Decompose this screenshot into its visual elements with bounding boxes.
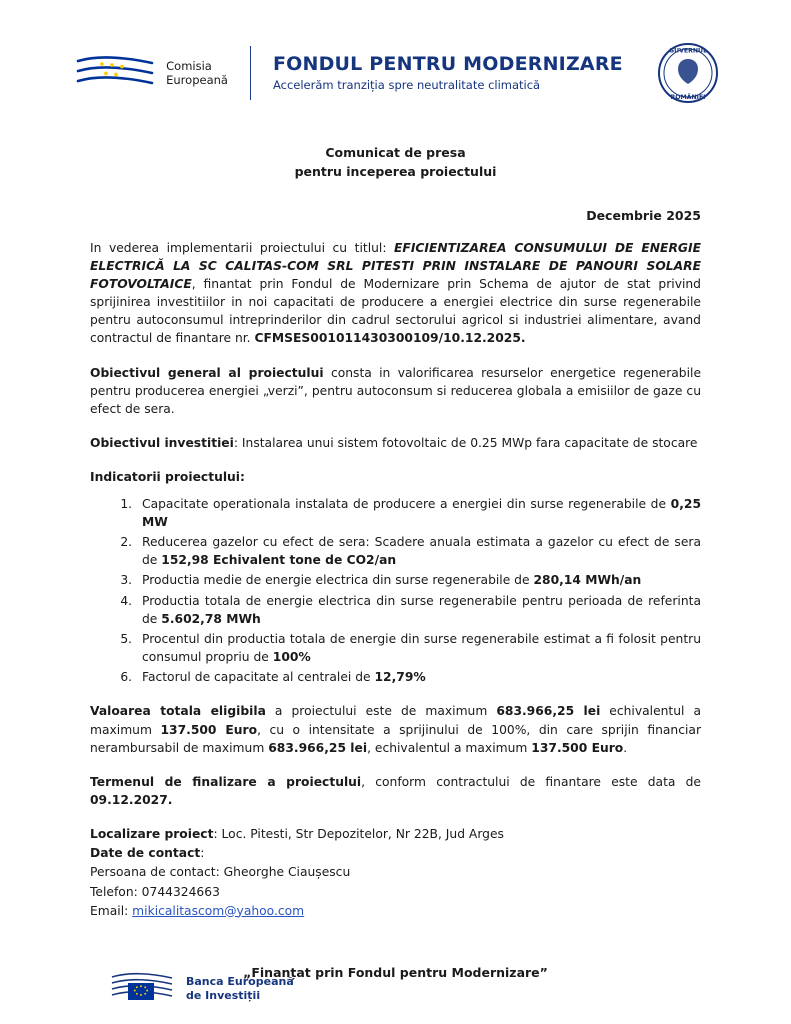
- page-title-line2: pentru inceperea proiectului: [294, 163, 497, 179]
- indicators-heading: Indicatorii proiectului:: [90, 470, 245, 485]
- deadline-paragraph: [90, 773, 701, 809]
- contact-colon: :: [200, 846, 205, 861]
- document-date: Decembrie 2025: [586, 207, 701, 223]
- svg-text:ROMÂNIEI: ROMÂNIEI: [670, 94, 706, 101]
- intro-lead: In vederea implementarii proiectului cu titlul:: [90, 240, 395, 255]
- indicator-value: 152,98 Echivalent tone de CO2/an: [161, 553, 397, 568]
- eu-flag-icon: [72, 51, 158, 95]
- romanian-government-seal-icon: [657, 42, 719, 104]
- indicator-text: Factorul de capacitate al centralei de: [142, 670, 375, 685]
- deadline-text: , conform contractului de finantare este data de: [361, 775, 701, 789]
- location-value: : Loc. Pitesti, Str Depozitelor, Nr 22B, Jud Arges: [213, 827, 504, 842]
- list-item: [136, 533, 701, 569]
- indicator-text: Procentul din productia totala de energie din surse regenerabile estimat a fi folosit pentru consumul propriu de: [142, 631, 701, 665]
- project-title: EFICIENTIZAREA CONSUMULUI DE ENERGIE ELECTRICĂ LA SC CALITAS-COM SRL PITESTI PRIN INSTALARE DE PANOURI SOLARE FOTOVOLTAICE: [90, 240, 701, 291]
- eu-label-line1: Comisia: [166, 58, 212, 73]
- fund-title: FONDUL PENTRU MODERNIZARE: [272, 52, 623, 75]
- contact-details-heading: [90, 844, 701, 863]
- contact-person: Persoana de contact: Gheorghe Ciaușescu: [90, 865, 351, 880]
- deadline-date: 09.12.2027.: [90, 793, 173, 808]
- objective-general-text: consta in valorificarea resurselor energetice regenerabile pentru producerea energiei „verzi”, pentru autoconsum si reducerea globala a emisiilor de gaze cu efect de sera.: [90, 365, 702, 416]
- indicator-text: Productia medie de energie electrica din surse regenerabile de: [142, 573, 534, 588]
- document-content: [0, 144, 791, 1009]
- european-commission-label: [166, 59, 228, 88]
- footer-note: „Finanțat prin Fondul pentru Modernizare”: [243, 965, 548, 980]
- fund-logo: [273, 54, 623, 93]
- email-link[interactable]: mikicalitascom@yahoo.com: [132, 903, 305, 918]
- intro-rest: , finantat prin Fondul de Modernizare prin Schema de ajutor de stat privind sprijinirea investitiilor in noi capacitati de producere a energiei electrice din surse regenerabile pentru autoconsumul intreprinderilor din cadrul sectorului agricol si industriei alimentare, avand contractul de finantare nr.: [90, 276, 701, 346]
- header-divider: [250, 46, 251, 100]
- contract-number: CFMSES001011430300109/10.12.2025.: [254, 331, 526, 346]
- value-label: Valoarea totala eligibila: [90, 704, 266, 719]
- indicator-text: Reducerea gazelor cu efect de sera: Scadere anuala estimata a gazelor cu efect de sera de: [142, 534, 701, 568]
- email-label: Email:: [90, 903, 133, 918]
- list-item: [136, 495, 701, 531]
- indicator-text: Productia totala de energie electrica din surse regenerabile pentru perioada de referinta de: [142, 593, 701, 626]
- indicator-text: Capacitate operationala instalata de producere a energiei din surse regenerabile de: [142, 496, 671, 511]
- list-item: [136, 630, 701, 666]
- grant-amount-euro: 137.500 Euro: [531, 740, 624, 755]
- objective-investment-label: Obiectivul investitiei: [90, 436, 234, 451]
- value-text-4: , echivalentul a maximum: [367, 740, 532, 755]
- contact-phone: Telefon: 0744324663: [90, 884, 220, 899]
- european-commission-logo: [72, 51, 228, 95]
- eib-label-line2: de Investiții: [186, 988, 261, 1002]
- objective-general-paragraph: [90, 364, 701, 419]
- indicator-value: 100%: [272, 650, 311, 665]
- value-text-5: .: [623, 740, 628, 755]
- value-text-2: echivalentul a maximum: [90, 704, 702, 737]
- objective-general-label: Obiectivul general al proiectului: [90, 365, 324, 380]
- svg-text:GUVERNUL: GUVERNUL: [668, 47, 707, 55]
- page-title-line1: Comunicat de presa: [325, 145, 466, 160]
- grant-amount-lei: 683.966,25 lei: [268, 740, 368, 755]
- objective-investment-text: : Instalarea unui sistem fotovoltaic de 0.25 MWp fara capacitate de stocare: [233, 436, 698, 451]
- project-location: [90, 825, 701, 844]
- intro-paragraph: [90, 239, 701, 348]
- fund-subtitle: Accelerăm tranziția spre neutralitate climatică: [272, 78, 541, 93]
- location-label: Localizare proiect: [90, 827, 214, 842]
- indicators-list: [90, 495, 701, 687]
- value-text-1: a proiectului este de maximum: [265, 704, 497, 719]
- deadline-label: Termenul de finalizare a proiectului: [90, 775, 362, 789]
- contact-block: [90, 825, 701, 920]
- value-paragraph: [90, 702, 701, 757]
- indicator-value: 5.602,78 MWh: [161, 611, 261, 626]
- list-item: [136, 571, 701, 589]
- indicator-value: 12,79%: [374, 670, 426, 685]
- objective-investment-paragraph: [90, 434, 701, 452]
- value-text-3: , cu o intensitate a sprijinului de 100%, din care sprijin financiar nerambursabil de maximum: [90, 722, 701, 755]
- eu-label-line2: Europeană: [166, 73, 228, 87]
- list-item: [136, 592, 701, 628]
- header-logos: [0, 0, 791, 114]
- value-amount-lei: 683.966,25 lei: [496, 704, 601, 719]
- contact-label: Date de contact: [90, 846, 201, 861]
- page-title: [90, 144, 701, 182]
- contact-email-row: [90, 902, 701, 921]
- value-amount-euro: 137.500 Euro: [160, 722, 258, 737]
- indicator-value: 280,14 MWh/an: [533, 573, 642, 588]
- list-item: [136, 668, 701, 686]
- eib-label-line1: Banca Europeană: [186, 974, 294, 988]
- indicator-value: 0,25 MW: [142, 496, 701, 529]
